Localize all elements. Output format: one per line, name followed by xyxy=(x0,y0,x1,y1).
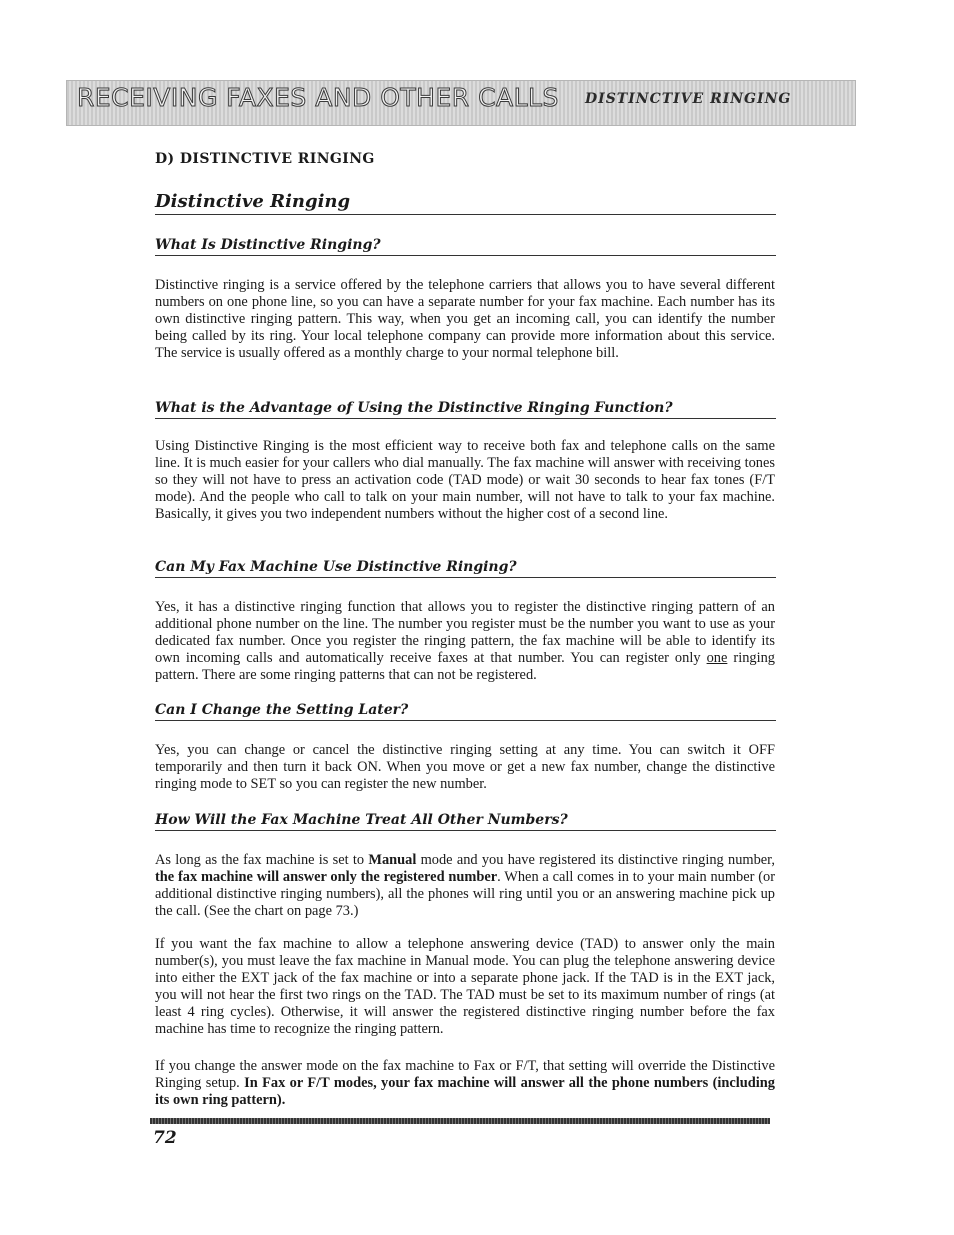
section-label: D) DISTINCTIVE RINGING xyxy=(155,151,375,167)
header-band xyxy=(66,80,856,126)
paragraph-text: ringing pattern. There are some ringing patterns that can not be registered. xyxy=(155,650,775,683)
paragraph-can-use xyxy=(155,599,775,684)
paragraph-text: As long as the fax machine is set to xyxy=(155,852,369,868)
paragraph-what-is: Distinctive ringing is a service offered by the telephone carriers that allows you to have several different numbers on one phone line, so you can have a separate number for your fax machine. Each number has its own distinctive ringing pattern. This way, when you get an incoming call, you can identify the number being called by its ring. Your local telephone company can provide more information about this service. The service is usually offered as a monthly charge to your normal telephone bill. xyxy=(155,277,775,361)
paragraph-other-numbers-3 xyxy=(155,1058,775,1109)
paragraph-other-numbers-1 xyxy=(155,852,775,920)
header-title: RECEIVING FAXES AND OTHER CALLS xyxy=(77,83,559,112)
page-number: 72 xyxy=(153,1128,177,1148)
question-heading-other-numbers: How Will the Fax Machine Treat All Other Numbers? xyxy=(155,812,776,831)
question-heading-what-is: What Is Distinctive Ringing? xyxy=(155,237,776,256)
question-heading-change-later: Can I Change the Setting Later? xyxy=(155,702,776,721)
page-heading: Distinctive Ringing xyxy=(155,191,776,215)
header-subtitle: DISTINCTIVE RINGING xyxy=(585,91,792,107)
paragraph-text: If you change the answer mode on the fax machine to Fax or F/T, that setting will override the Distinctive Ringing setup. xyxy=(155,1058,775,1091)
underlined-word: one xyxy=(706,650,728,666)
paragraph-advantage: Using Distinctive Ringing is the most efficient way to receive both fax and telephone calls on the same line. It is much easier for your callers who dial manually. The fax machine will answer with receiving tones so they will not have to press an activation code (TAD mode) or wait 30 seconds to hear fax tones (F/T mode). And the people who call to talk on your main number, will not have to talk to your fax machine. Basically, it gives you two independent numbers without the higher cost of a second line. xyxy=(155,438,775,522)
paragraph-text: . When a call comes in to your main number (or additional distinctive ringing numbers), all the phones will ring until you or an answering machine pick up the call. (See the chart on page 73.) xyxy=(155,869,775,919)
question-heading-advantage: What is the Advantage of Using the Distinctive Ringing Function? xyxy=(155,400,776,419)
paragraph-change-later: Yes, you can change or cancel the distinctive ringing setting at any time. You can switch it OFF temporarily and then turn it back ON. When you move or get a new fax number, change the distinctive ringing mode to SET so you can register the new number. xyxy=(155,742,775,792)
question-heading-can-use: Can My Fax Machine Use Distinctive Ringing? xyxy=(155,559,776,578)
paragraph-other-numbers-2: If you want the fax machine to allow a telephone answering device (TAD) to answer only the main number(s), you must leave the fax machine in Manual mode. You can plug the telephone answering device into either the EXT jack of the fax machine or into a separate phone jack. If the TAD is in the EXT jack, you will not hear the first two rings on the TAD. The TAD must be set to its maximum number of rings (at least 4 ring cycles). Otherwise, it will answer the registered distinctive ringing number before the fax machine has time to recognize the ringing pattern. xyxy=(155,936,775,1037)
paragraph-text: mode and you have registered its distinctive ringing number, xyxy=(416,852,775,868)
bold-text: In Fax or F/T modes, your fax machine will answer all the phone numbers (including its own ring pattern). xyxy=(155,1075,775,1108)
paragraph-text: Yes, it has a distinctive ringing function that allows you to register the distinctive ringing pattern of an additional phone number on the line. The number you register must be the number you want to use as your dedicated fax number. Once you register the ringing pattern, the fax machine will be able to identify its own incoming calls and automatically receive faxes at that number. You can register only xyxy=(155,599,775,666)
bold-text: the fax machine will answer only the registered number xyxy=(155,869,498,885)
footer-rule xyxy=(150,1118,770,1124)
bold-text: Manual xyxy=(368,852,417,868)
